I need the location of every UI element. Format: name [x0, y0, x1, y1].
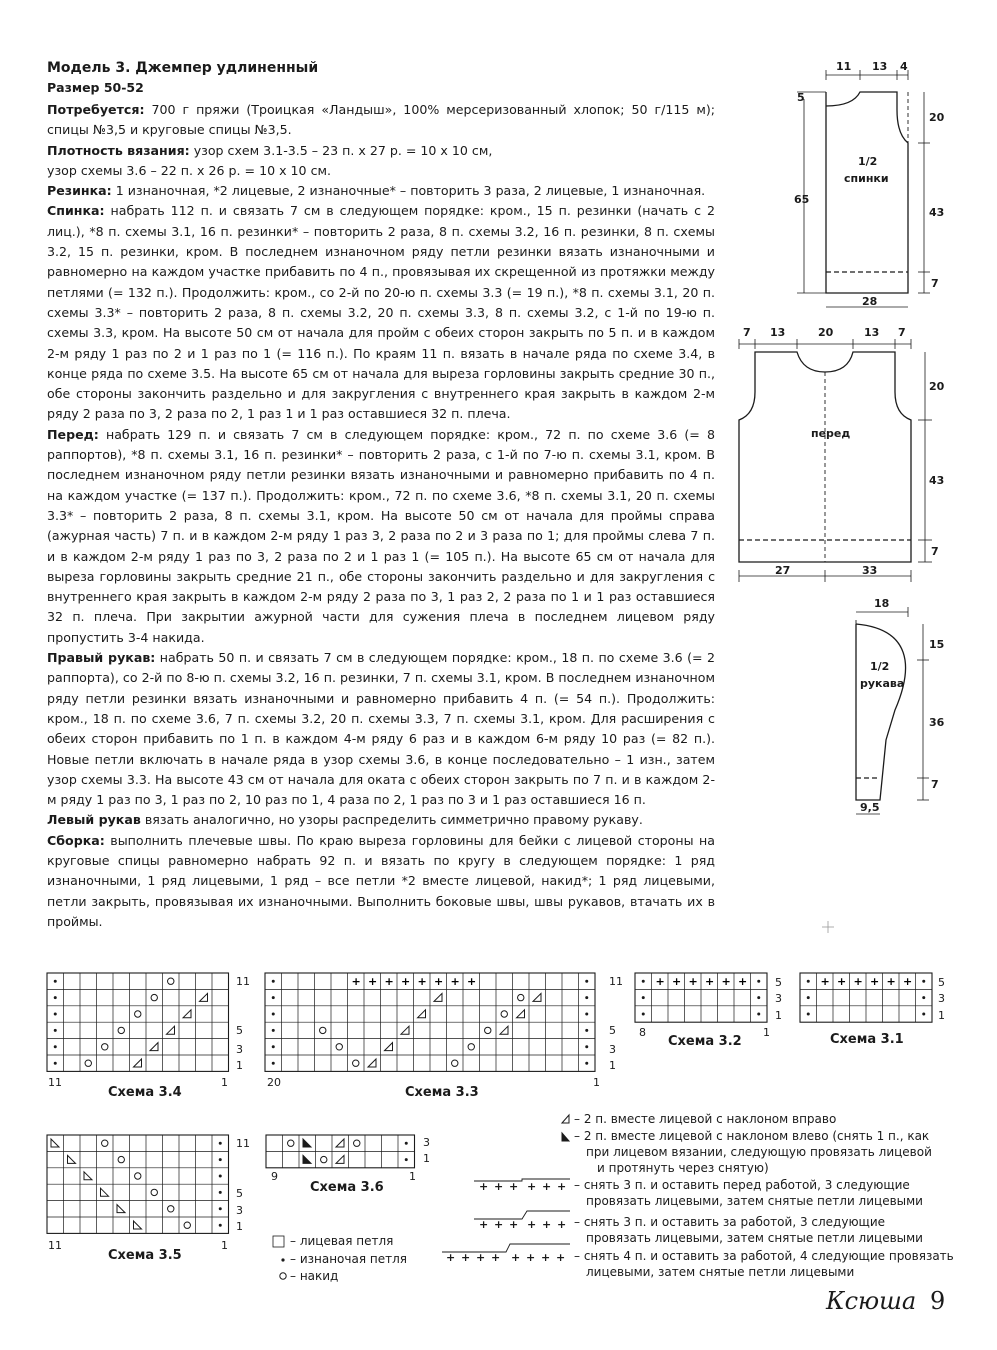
s32-row-1: 1: [775, 1009, 782, 1022]
s35-yo: [168, 1206, 174, 1212]
legend-cable3b-2: провязать лицевыми, затем снятые петли лицевыми: [586, 1231, 923, 1245]
s33-purl: [585, 1062, 588, 1065]
s34-dec: [134, 1059, 142, 1067]
back-upper: 20: [929, 111, 945, 124]
s32-purl: [757, 980, 760, 983]
s32-row-3: 3: [775, 992, 782, 1005]
size-line: Размер 50-52: [47, 80, 144, 95]
gauge-line1: узор схем 3.1-3.5 – 23 п. х 27 р. = 10 х 10 см,: [189, 142, 493, 158]
schema-3-4-grid: [47, 973, 229, 1071]
schema-3-4-title: Схема 3.4: [108, 1085, 182, 1100]
model-title: Модель 3. Джемпер удлиненный: [47, 60, 319, 76]
k2tog-left-icon: [562, 1133, 569, 1141]
s33-dec-l: [533, 993, 541, 1001]
front-top-4: 13: [864, 326, 880, 339]
rib-paragraph: [47, 181, 715, 201]
rib-label: Резинка:: [47, 183, 112, 199]
s35-dec: [51, 1139, 59, 1147]
schema-3-2-title: Схема 3.2: [668, 1034, 742, 1049]
s35-dec: [117, 1205, 125, 1213]
legend-k2tog-right: – 2 п. вместе лицевой с наклоном вправо: [574, 1112, 837, 1126]
sleeve-outline: [856, 624, 906, 800]
s31-purl: [922, 996, 925, 999]
yo-circle: [280, 1273, 286, 1279]
instructions-text: [47, 100, 715, 932]
s33-cable: +: [450, 975, 460, 988]
s33-yo: [336, 1044, 342, 1050]
magazine-brand: Ксюша: [826, 1287, 917, 1315]
s33-row-3: 3: [609, 1043, 616, 1056]
s33-purl: [272, 980, 275, 983]
s31-purl: [807, 980, 810, 983]
s32-purl: [757, 996, 760, 999]
s35-row-1: 1: [236, 1220, 243, 1233]
s35-purl: [219, 1224, 222, 1227]
s35-yo: [118, 1156, 124, 1162]
schema-3-2-grid: [635, 973, 767, 1022]
s34-dec: [150, 1043, 158, 1051]
schema-3-1-title: Схема 3.1: [830, 1032, 904, 1047]
s31-cable: +: [853, 975, 863, 988]
right-sleeve-body: набрать 50 п. и связать 7 см в следующем порядке: кром., 18 п. по схеме 3.6 (= 2 раппорта), со 2-й по 8-ю п. схемы 3.2, 16 п. резинки, 7 п. схемы 3.1, кром. В последнем изнаночном ряду петли резинки вязать изнаночными и равномерно прибавить 4 п. (= 54 п.). Продолжить: кром., 18 п. по схеме 3.6, 7 п. схемы 3.2, 20 п. схемы 3.3, 7 п. схемы 3.1, кром. Для расширения с обеих сторон прибавить по 1 п. в каждом 4-м ряду 6 раз и в каждом 6-м ряду 10 раз (= 82 п.). Новые петли включать в начале ряда в узор схемы 3.6, в конце последовательно – 1 изн., затем узор схемы 3.3. На высоте 43 см от начала для оката с обеих сторон закрыть по 7 п. и в каждом 2-м ряду 1 раз по 3, 1 раз по 2, 10 раз по 1, 4 раза по 2, 1 раз по 3 и 1 раз оставшиеся 16 п.: [47, 650, 715, 808]
leg-p8-1: +: [461, 1251, 471, 1264]
rib-body: 1 изнаночная, *2 лицевые, 2 изнаночные* – повторить 3 раза, 2 лицевые, 1 изнаночная.: [111, 183, 706, 199]
front-top-1: 7: [743, 326, 751, 339]
s35-dec: [134, 1221, 142, 1229]
s36-purl: [405, 1142, 408, 1145]
back-label-1: 1/2: [858, 155, 878, 168]
s31-row-5: 5: [938, 976, 945, 989]
assembly-paragraph: [47, 831, 715, 932]
legend-cable3f-1: – снять 3 п. и оставить перед работой, 3 следующие: [574, 1178, 910, 1192]
s35-purl: [219, 1191, 222, 1194]
left-sleeve-body: вязать аналогично, но узоры распределить симметрично правому рукаву.: [140, 812, 643, 828]
leg-p6-2: +: [509, 1180, 519, 1193]
s33-yo: [452, 1060, 458, 1066]
s33-yo: [320, 1027, 326, 1033]
schema-3-1-grid: [800, 973, 932, 1022]
s35-purl: [219, 1207, 222, 1210]
s32-purl: [642, 1013, 645, 1016]
legend-cable4b-2: лицевыми, затем снятые петли лицевыми: [586, 1265, 855, 1279]
s33-yo: [468, 1044, 474, 1050]
s33-row-11: 11: [609, 975, 623, 988]
s34-purl: [54, 1045, 57, 1048]
front-outline: [739, 352, 911, 562]
leg-p8-3: +: [491, 1251, 501, 1264]
s35-dec: [68, 1155, 76, 1163]
front-upper: 20: [929, 380, 945, 393]
s36-dec: [303, 1139, 311, 1147]
s33-dec: [368, 1059, 376, 1067]
s33-row-5: 5: [609, 1024, 616, 1037]
s33-yo: [518, 994, 524, 1000]
s34-purl: [54, 1013, 57, 1016]
front-label: Перед:: [47, 426, 99, 442]
back-top-1: 11: [836, 60, 852, 73]
s36-dec: [336, 1155, 344, 1163]
leg-p6b-2: +: [509, 1218, 519, 1231]
s33-purl: [585, 1013, 588, 1016]
s32-purl: [757, 1013, 760, 1016]
s35-col-1: 1: [221, 1239, 228, 1252]
s33-cable: +: [417, 975, 427, 988]
s33-cable: +: [467, 975, 477, 988]
leg-p6-1: +: [494, 1180, 504, 1193]
leg-p8-7: +: [556, 1251, 566, 1264]
s33-dec: [401, 1026, 409, 1034]
schema-3-3-grid: [265, 973, 595, 1071]
s32-cable: +: [672, 975, 682, 988]
back-bottom: 28: [862, 295, 878, 308]
s32-cable: +: [655, 975, 665, 988]
legend-yo: – накид: [290, 1269, 339, 1283]
s32-row-5: 5: [775, 976, 782, 989]
leg-p6b-5: +: [557, 1218, 567, 1231]
front-bottom-left: 27: [775, 564, 791, 577]
leg-p8-4: +: [511, 1251, 521, 1264]
s31-cable: +: [870, 975, 880, 988]
s34-row-3: 3: [236, 1043, 243, 1056]
back-body: набрать 112 п. и связать 7 см в следующем порядке: кром., 15 п. резинки (начать с 2 лиц.), *8 п. схемы 3.1, 16 п. резинки* – повторить 2 раза, 8 п. схемы 3.2, 16 п. резинки, 8 п. схемы 3.2, 15 п. резинки, кром. В последнем изнаночном ряду петли резинки вязать изнаночными и равномерно на каждом участке прибавить по 4 п., провязывая их скрещенной из протяжки между петлями (= 132 п.). Продолжить: кром., со 2-й по 20-ю п. схемы 3.3 (= 19 п.), *8 п. схемы 3.1, 20 п. схемы 3.3* – повторить 2 раза, 8 п. схемы 3.2, 20 п. схемы 3.3, 8 п. схемы 3.2, с 1-й по 19-ю п. схемы 3.3, кром. На высоте 50 см от начала для пройм с обеих сторон закрыть по 5 п. и в каждом 2-м ряду 1 раз по 2 и 1 раз по 1 (= 116 п.). По краям 11 п. вязать в начале ряда по схеме 3.4, в конце ряда по схеме 3.5. На высоте 65 см от начала для выреза горловины закрыть средние 30 п., обе стороны закончить раздельно и для закругления с внутреннего края закрыть в каждом 2-м ряду 2 раза по 3, 2 раза по 2, 1 раз 1 и 1 раз оставшиеся 32 п. плеча.: [47, 203, 715, 422]
front-top-3: 20: [818, 326, 834, 339]
s33-row-1: 1: [609, 1059, 616, 1072]
s33-dec: [418, 1010, 426, 1018]
s31-purl: [922, 1013, 925, 1016]
s35-yo: [102, 1140, 108, 1146]
s34-row-11: 11: [236, 975, 250, 988]
s36-yo: [321, 1156, 327, 1162]
legend-purl: – изнаночая петля: [290, 1252, 407, 1266]
materials-body: 700 г пряжи (Троицкая «Ландыш», 100% мерсеризованный хлопок; 50 г/115 м); спицы №3,5 и круговые спицы №3,5.: [47, 102, 715, 138]
assembly-label: Сборка:: [47, 832, 105, 848]
s32-cable: +: [705, 975, 715, 988]
s35-yo: [184, 1222, 190, 1228]
s32-cable: +: [738, 975, 748, 988]
legend-k2tog-left-1: – 2 п. вместе лицевой с наклоном влево (снять 1 п., как: [574, 1129, 930, 1143]
leg-p6b-3: +: [527, 1218, 537, 1231]
s33-cable: +: [368, 975, 378, 988]
sleeve-top: 18: [874, 597, 890, 610]
front-top-5: 7: [898, 326, 906, 339]
s36-purl: [405, 1158, 408, 1161]
s33-purl: [272, 1029, 275, 1032]
s36-row-1: 1: [423, 1152, 430, 1165]
s34-purl: [54, 980, 57, 983]
s31-row-3: 3: [938, 992, 945, 1005]
back-top-3: 4: [900, 60, 908, 73]
front-top-2: 13: [770, 326, 786, 339]
back-neck-depth: 5: [797, 91, 805, 104]
s31-purl: [922, 980, 925, 983]
s32-purl: [642, 996, 645, 999]
schema-3-5-title: Схема 3.5: [108, 1248, 182, 1263]
s33-purl: [272, 1045, 275, 1048]
s32-col-1: 1: [763, 1026, 770, 1039]
sleeve-rib: 7: [931, 778, 939, 791]
s34-dec: [200, 993, 208, 1001]
s34-purl: [54, 996, 57, 999]
gauge-label: Плотность вязания:: [47, 142, 190, 158]
leg-p6b-0: +: [479, 1218, 489, 1231]
s33-dec: [434, 993, 442, 1001]
back-label: Спинка:: [47, 203, 105, 219]
s34-yo: [135, 1011, 141, 1017]
cable3b-line: [474, 1211, 570, 1219]
s35-yo: [135, 1173, 141, 1179]
materials-paragraph: [47, 100, 715, 141]
legend-k2tog-left-3: и протянуть через снятую): [597, 1161, 769, 1175]
s33-yo: [501, 1011, 507, 1017]
leg-p6b-1: +: [494, 1218, 504, 1231]
leg-p6-5: +: [557, 1180, 567, 1193]
legend-cable4b-1: – снять 4 п. и оставить за работой, 4 следующие провязать: [574, 1249, 954, 1263]
gauge-line2: узор схемы 3.6 – 22 п. х 26 р. = 10 х 10 см.: [47, 162, 332, 178]
s36-yo: [354, 1140, 360, 1146]
s34-purl: [54, 1029, 57, 1032]
back-paragraph: [47, 201, 715, 424]
s33-cable: +: [384, 975, 394, 988]
s33-col-1: 1: [593, 1076, 600, 1089]
back-rib: 7: [931, 277, 939, 290]
s35-row-3: 3: [236, 1204, 243, 1217]
cable3f-line: [474, 1179, 570, 1181]
leg-p6-4: +: [542, 1180, 552, 1193]
s31-cable: +: [820, 975, 830, 988]
left-sleeve-label: Левый рукав: [47, 812, 141, 828]
s35-purl: [219, 1142, 222, 1145]
legend-k2tog-left-2: при лицевом вязании, следующую провязать лицевой: [586, 1145, 932, 1159]
s31-purl: [807, 1013, 810, 1016]
s31-purl: [807, 996, 810, 999]
front-middle: 43: [929, 474, 945, 487]
s35-dec: [101, 1188, 109, 1196]
sleeve-middle: 36: [929, 716, 945, 729]
schema-3-3-title: Схема 3.3: [405, 1085, 479, 1100]
schema-3-6-grid: [266, 1135, 415, 1168]
s33-purl: [585, 1045, 588, 1048]
s35-yo: [151, 1189, 157, 1195]
sleeve-label-2: рукава: [860, 677, 905, 690]
s34-row-5: 5: [236, 1024, 243, 1037]
sleeve-label-1: 1/2: [870, 660, 890, 673]
back-outline: [826, 92, 908, 293]
s33-purl: [585, 980, 588, 983]
s33-purl: [272, 996, 275, 999]
front-body: набрать 129 п. и связать 7 см в следующем порядке: кром., 72 п. по схеме 3.6 (= 8 раппортов), *8 п. схемы 3.1, 16 п. резинки* – повторить 2 раза, с 1-й по 7-ю п. схемы 3.1, кром. В последнем изнаночном ряду петли резинки вязать изнаночными и равномерно прибавить по 4 п. на каждом участке (= 137 п.). Продолжить: кром., 72 п. по схеме 3.6, *8 п. схемы 3.1, 20 п. схемы 3.3* – повторить 2 раза, 8 п. схемы 3.1, кром. На высоте 50 см от начала для проймы справа (ажурная часть) 7 п. и в каждом 2-м ряду 1 раз 3, 2 раза по 2 и 3 раза по 1; для проймы слева 7 п. и в каждом 2-м ряду 1 раз по 3, 2 раза по 2 и 1 раз 1 (= 105 п.). На высоте 65 см от начала для выреза горловины закрыть средние 21 п., обе стороны закончить раздельно и для закругления с внутреннего края закрыть в каждом 2-м ряду 2 раза по 3, 1 раз 2, 2 раза по 1 и 1 раз оставшиеся 32 п. плеча. При закрытии ажурной части для сужения плеча в последнем лицевом ряду пропустить 3-4 накида.: [47, 426, 715, 645]
s34-yo: [118, 1027, 124, 1033]
leg-p8-2: +: [476, 1251, 486, 1264]
page-number: 9: [930, 1287, 946, 1315]
back-middle: 43: [929, 206, 945, 219]
s33-cable: +: [434, 975, 444, 988]
s32-col-8: 8: [639, 1026, 646, 1039]
s35-purl: [219, 1175, 222, 1178]
back-label-2: спинки: [844, 172, 889, 185]
s31-row-1: 1: [938, 1009, 945, 1022]
s33-cable: +: [351, 975, 361, 988]
s33-yo: [485, 1027, 491, 1033]
s34-col-1: 1: [221, 1076, 228, 1089]
purl-dot: [281, 1258, 284, 1261]
s32-cable: +: [688, 975, 698, 988]
s33-col-20: 20: [267, 1076, 281, 1089]
s32-purl: [642, 980, 645, 983]
s33-purl: [585, 1029, 588, 1032]
s32-cable: +: [721, 975, 731, 988]
s36-dec: [303, 1155, 311, 1163]
materials-label: Потребуется:: [47, 102, 145, 117]
front-label: перед: [811, 427, 851, 440]
s33-dec: [385, 1043, 393, 1051]
leg-p6b-4: +: [542, 1218, 552, 1231]
front-rib: 7: [931, 545, 939, 558]
s34-col-11: 11: [48, 1076, 62, 1089]
s36-dec: [336, 1139, 344, 1147]
s33-purl: [585, 996, 588, 999]
s31-cable: +: [903, 975, 913, 988]
leg-p8-0: +: [446, 1251, 456, 1264]
leg-p6-3: +: [527, 1180, 537, 1193]
s34-purl: [54, 1062, 57, 1065]
s33-dec-l: [517, 1010, 525, 1018]
s33-purl: [272, 1062, 275, 1065]
s33-purl: [272, 1013, 275, 1016]
legend-knit: – лицевая петля: [290, 1234, 394, 1248]
s31-cable: +: [886, 975, 896, 988]
s34-yo: [168, 978, 174, 984]
knit-swatch: [273, 1236, 284, 1247]
leg-p8-5: +: [526, 1251, 536, 1264]
s33-yo: [353, 1060, 359, 1066]
s34-dec: [167, 1026, 175, 1034]
s35-dec: [84, 1172, 92, 1180]
s34-dec: [183, 1010, 191, 1018]
sleeve-upper: 15: [929, 638, 945, 651]
front-bottom-right: 33: [862, 564, 878, 577]
s36-col-9: 9: [271, 1170, 278, 1183]
front-paragraph: [47, 425, 715, 648]
right-sleeve-paragraph: [47, 648, 715, 810]
sleeve-bottom: 9,5: [860, 801, 880, 814]
left-sleeve-paragraph: [47, 810, 715, 830]
s33-dec-l: [500, 1026, 508, 1034]
s35-col-11: 11: [48, 1239, 62, 1252]
s35-purl: [219, 1158, 222, 1161]
back-total: 65: [794, 193, 810, 206]
s31-cable: +: [837, 975, 847, 988]
gauge-paragraph: [47, 141, 715, 182]
s33-cable: +: [401, 975, 411, 988]
s36-row-3: 3: [423, 1136, 430, 1149]
cable4b-line: [442, 1244, 570, 1252]
s36-col-1: 1: [409, 1170, 416, 1183]
s34-yo: [102, 1044, 108, 1050]
leg-p6-0: +: [479, 1180, 489, 1193]
leg-p8-6: +: [541, 1251, 551, 1264]
schema-3-6-title: Схема 3.6: [310, 1180, 384, 1195]
assembly-body: выполнить плечевые швы. По краю выреза горловины для бейки с лицевой стороны на круговые спицы равномерно набрать 92 п. и вязать по кругу в следующем порядке: 1 ряд изнаночными, 1 ряд лицевыми, 1 ряд – все петли *2 вместе лицевой, накид*; 1 ряд лицевыми, петли закрыть, провязывая их изнаночными. Выполнить боковые швы, швы рукавов, втачать их в проймы.: [47, 832, 715, 929]
schema-3-5-grid: [47, 1135, 229, 1233]
legend-cable3b-1: – снять 3 п. и оставить за работой, 3 следующие: [574, 1215, 886, 1229]
right-sleeve-label: Правый рукав:: [47, 650, 156, 666]
s35-row-11: 11: [236, 1137, 250, 1150]
legend-cable3f-2: провязать лицевыми, затем снятые петли лицевыми: [586, 1194, 923, 1208]
back-top-2: 13: [872, 60, 888, 73]
s35-row-5: 5: [236, 1187, 243, 1200]
s34-yo: [85, 1060, 91, 1066]
s36-yo: [288, 1140, 294, 1146]
k2tog-right-icon: [562, 1115, 569, 1123]
s34-row-1: 1: [236, 1059, 243, 1072]
s34-yo: [151, 994, 157, 1000]
